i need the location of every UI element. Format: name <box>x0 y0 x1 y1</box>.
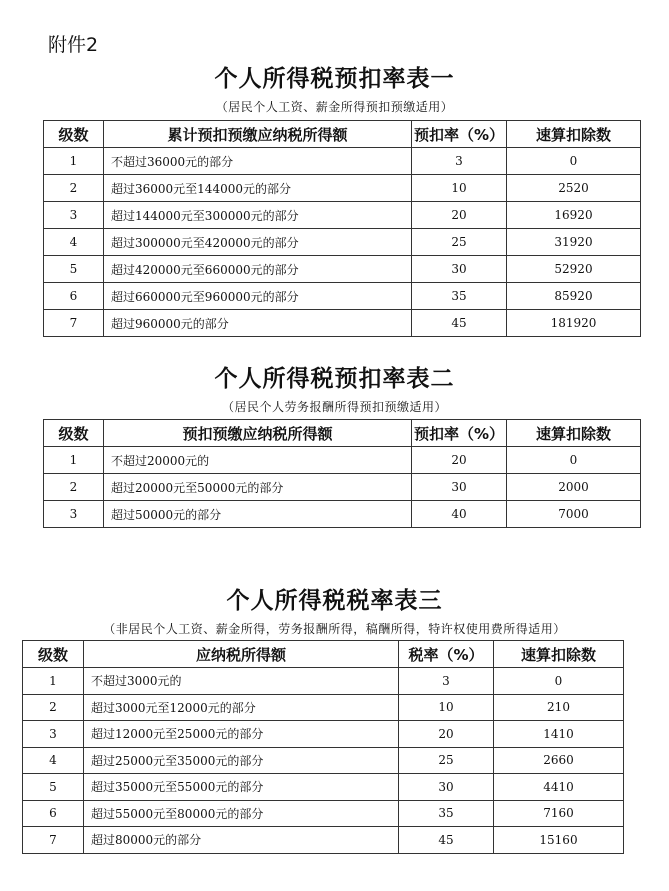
table-row <box>44 256 641 283</box>
table-row <box>23 774 624 801</box>
rate-cell: 3 <box>399 668 494 695</box>
level-cell: 4 <box>44 229 104 256</box>
level-cell: 6 <box>23 800 84 827</box>
rate-cell: 40 <box>412 501 507 528</box>
quick-deduction-cell: 15160 <box>494 827 624 854</box>
income-range-cell: 超过50000元的部分 <box>104 501 412 528</box>
table-row <box>44 447 641 474</box>
level-cell: 5 <box>44 256 104 283</box>
level-cell: 2 <box>44 474 104 501</box>
level-cell: 2 <box>23 694 84 721</box>
income-range-cell: 超过80000元的部分 <box>84 827 399 854</box>
level-cell: 3 <box>44 202 104 229</box>
tax-table-1 <box>43 120 641 337</box>
rate-cell: 10 <box>412 175 507 202</box>
table-row <box>44 474 641 501</box>
table-row <box>44 202 641 229</box>
table-row <box>44 229 641 256</box>
level-cell: 5 <box>23 774 84 801</box>
rate-cell: 35 <box>412 283 507 310</box>
level-cell: 7 <box>44 310 104 337</box>
level-cell: 1 <box>23 668 84 695</box>
table-row <box>23 827 624 854</box>
quick-deduction-cell: 0 <box>494 668 624 695</box>
level-cell: 2 <box>44 175 104 202</box>
quick-deduction-cell: 7160 <box>494 800 624 827</box>
quick-deduction-cell: 16920 <box>507 202 641 229</box>
table-header-row <box>23 641 624 668</box>
rate-cell: 3 <box>412 148 507 175</box>
income-range-cell: 超过960000元的部分 <box>104 310 412 337</box>
rate-cell: 30 <box>412 256 507 283</box>
level-cell: 7 <box>23 827 84 854</box>
quick-deduction-cell: 31920 <box>507 229 641 256</box>
quick-deduction-cell: 2520 <box>507 175 641 202</box>
quick-deduction-cell: 85920 <box>507 283 641 310</box>
header-level: 级数 <box>44 420 104 447</box>
table-1-subtitle: （居民个人工资、薪金所得预扣预缴适用） <box>215 100 454 114</box>
rate-cell: 25 <box>399 747 494 774</box>
tax-table-3 <box>22 640 624 854</box>
income-range-cell: 超过20000元至50000元的部分 <box>104 474 412 501</box>
rate-cell: 45 <box>399 827 494 854</box>
quick-deduction-cell: 7000 <box>507 501 641 528</box>
table-row <box>44 501 641 528</box>
header-level: 级数 <box>23 641 84 668</box>
level-cell: 3 <box>44 501 104 528</box>
income-range-cell: 超过55000元至80000元的部分 <box>84 800 399 827</box>
header-quick-deduction: 速算扣除数 <box>507 121 641 148</box>
quick-deduction-cell: 0 <box>507 447 641 474</box>
header-rate: 预扣率（%） <box>412 121 507 148</box>
table-row <box>23 721 624 748</box>
level-cell: 1 <box>44 148 104 175</box>
income-range-cell: 超过3000元至12000元的部分 <box>84 694 399 721</box>
rate-cell: 25 <box>412 229 507 256</box>
rate-cell: 10 <box>399 694 494 721</box>
table-row <box>44 283 641 310</box>
header-quick-deduction: 速算扣除数 <box>494 641 624 668</box>
rate-cell: 45 <box>412 310 507 337</box>
table-3-subtitle: （非居民个人工资、薪金所得，劳务报酬所得，稿酬所得，特许权使用费所得适用） <box>103 622 566 636</box>
table-1-title: 个人所得税预扣率表一 <box>214 66 455 92</box>
table-row <box>44 175 641 202</box>
income-range-cell: 超过144000元至300000元的部分 <box>104 202 412 229</box>
income-range-cell: 超过35000元至55000元的部分 <box>84 774 399 801</box>
header-quick-deduction: 速算扣除数 <box>507 420 641 447</box>
table-row <box>44 148 641 175</box>
table-2-subtitle: （居民个人劳务报酬所得预扣预缴适用） <box>221 400 447 414</box>
level-cell: 1 <box>44 447 104 474</box>
table-row <box>23 668 624 695</box>
header-rate: 税率（%） <box>399 641 494 668</box>
quick-deduction-cell: 181920 <box>507 310 641 337</box>
header-level: 级数 <box>44 121 104 148</box>
rate-cell: 20 <box>412 447 507 474</box>
rate-cell: 35 <box>399 800 494 827</box>
level-cell: 6 <box>44 283 104 310</box>
income-range-cell: 不超过3000元的 <box>84 668 399 695</box>
income-range-cell: 超过660000元至960000元的部分 <box>104 283 412 310</box>
quick-deduction-cell: 2660 <box>494 747 624 774</box>
quick-deduction-cell: 2000 <box>507 474 641 501</box>
level-cell: 3 <box>23 721 84 748</box>
header-rate: 预扣率（%） <box>412 420 507 447</box>
rate-cell: 30 <box>412 474 507 501</box>
quick-deduction-cell: 0 <box>507 148 641 175</box>
quick-deduction-cell: 4410 <box>494 774 624 801</box>
table-row <box>44 310 641 337</box>
table-row <box>23 694 624 721</box>
rate-cell: 30 <box>399 774 494 801</box>
rate-cell: 20 <box>412 202 507 229</box>
table-3-title: 个人所得税税率表三 <box>226 588 443 614</box>
attachment-label: 附件2 <box>48 34 99 56</box>
table-header-row <box>44 121 641 148</box>
tax-table-2 <box>43 419 641 528</box>
table-row <box>23 800 624 827</box>
income-range-cell: 超过12000元至25000元的部分 <box>84 721 399 748</box>
level-cell: 4 <box>23 747 84 774</box>
income-range-cell: 超过36000元至144000元的部分 <box>104 175 412 202</box>
income-range-cell: 超过300000元至420000元的部分 <box>104 229 412 256</box>
income-range-cell: 不超过20000元的 <box>104 447 412 474</box>
table-row <box>23 747 624 774</box>
income-range-cell: 不超过36000元的部分 <box>104 148 412 175</box>
quick-deduction-cell: 1410 <box>494 721 624 748</box>
header-income-range: 应纳税所得额 <box>84 641 399 668</box>
table-header-row <box>44 420 641 447</box>
income-range-cell: 超过420000元至660000元的部分 <box>104 256 412 283</box>
header-income-range: 累计预扣预缴应纳税所得额 <box>104 121 412 148</box>
table-2-title: 个人所得税预扣率表二 <box>214 366 455 392</box>
header-income-range: 预扣预缴应纳税所得额 <box>104 420 412 447</box>
quick-deduction-cell: 210 <box>494 694 624 721</box>
income-range-cell: 超过25000元至35000元的部分 <box>84 747 399 774</box>
quick-deduction-cell: 52920 <box>507 256 641 283</box>
rate-cell: 20 <box>399 721 494 748</box>
